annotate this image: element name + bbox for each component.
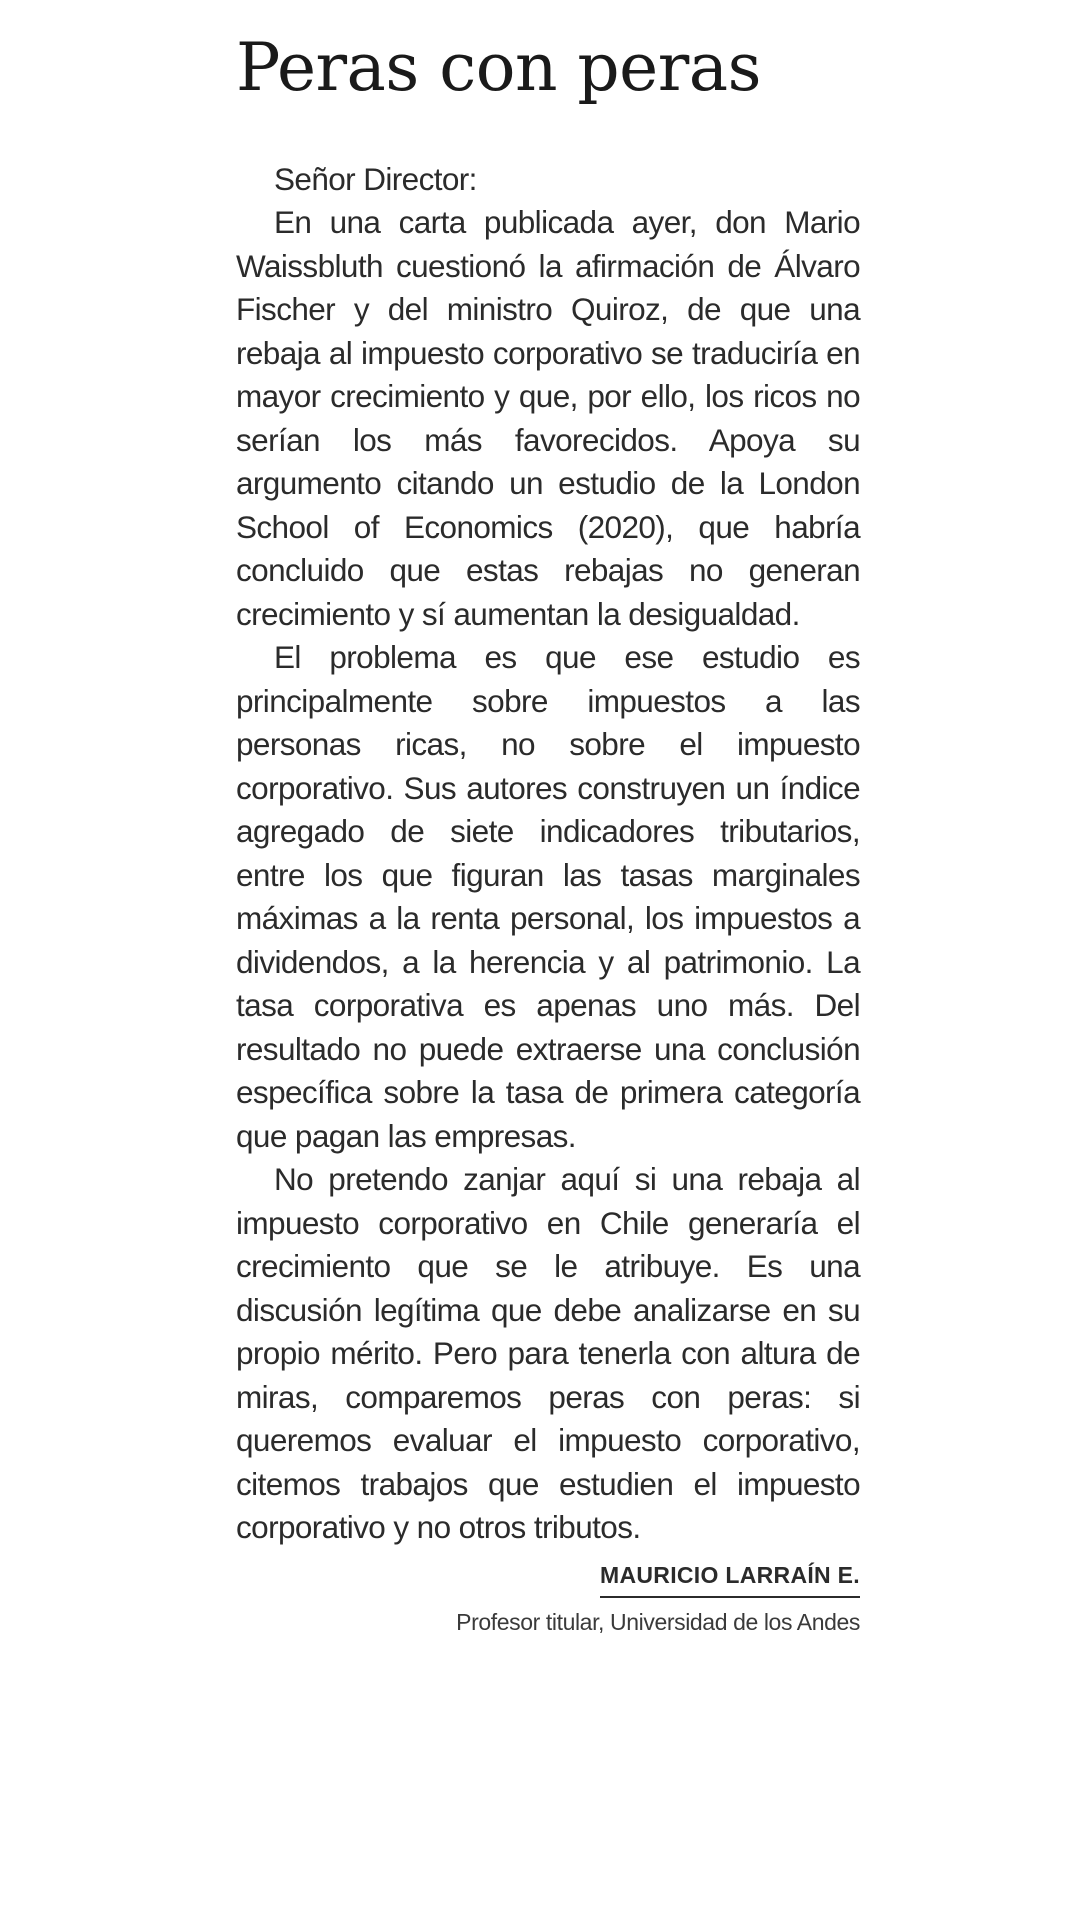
signature-block <box>236 1558 860 1638</box>
paragraph-2: El problema es que ese estudio es principalmente sobre impuestos a las personas ricas, no sobre el impuesto corporativo. Sus autores construyen un índice agregado de siete indicadores tributarios, entre los que figuran las tasas marginales máximas a la renta personal, los impuestos a dividendos, a la herencia y al patrimonio. La tasa corporativa es apenas uno más. Del resultado no puede extraerse una conclusión específica sobre la tasa de primera categoría que pagan las empresas. <box>236 639 860 1154</box>
letter-to-editor <box>236 30 860 1638</box>
author-name: MAURICIO LARRAÍN E. <box>600 1558 860 1598</box>
headline: Peras con peras <box>236 29 762 106</box>
paragraph-3: No pretendo zanjar aquí si una rebaja al impuesto corporativo en Chile generaría el crecimiento que se le atribuye. Es una discusión legítima que debe analizarse en su propio mérito. Pero para tenerla con altura de miras, comparemos peras con peras: si queremos evaluar el impuesto corporativo, citemos trabajos que estudien el impuesto corporativo y no otros tributos. <box>236 1161 860 1546</box>
salutation: Señor Director: <box>274 160 477 197</box>
author-title: Profesor titular, Universidad de los Andes <box>456 1608 860 1635</box>
letter-body <box>236 158 860 1550</box>
paragraph-1: En una carta publicada ayer, don Mario Waissbluth cuestionó la afirmación de Álvaro Fischer y del ministro Quiroz, de que una rebaja al impuesto corporativo se traduciría en mayor crecimiento y que, por ello, los ricos no serían los más favorecidos. Apoya su argumento citando un estudio de la London School of Economics (2020), que habría concluido que estas rebajas no generan crecimiento y sí aumentan la desigualdad. <box>236 204 860 632</box>
